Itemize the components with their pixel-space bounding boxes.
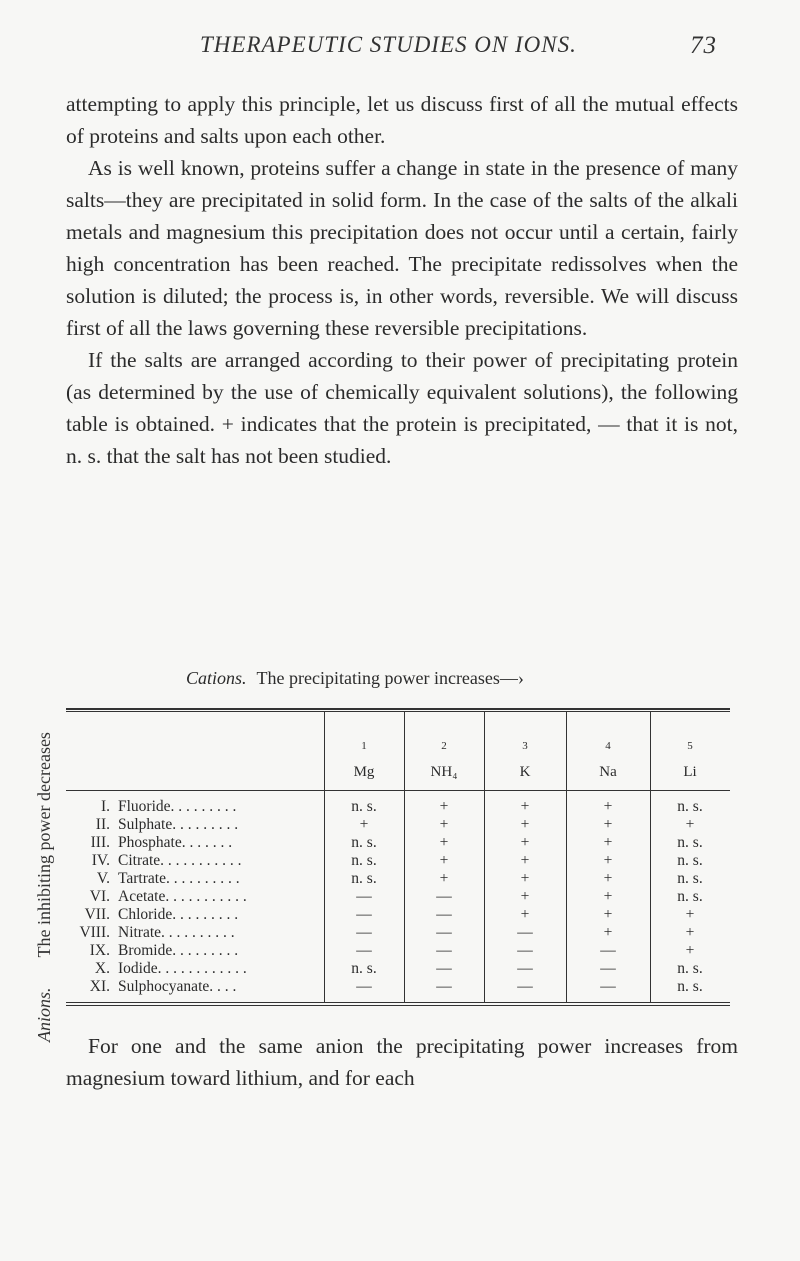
row-anion: Fluoride. . . . . . . . . [118,798,237,815]
cell-mg: — [356,978,372,995]
cell-na: + [603,888,613,905]
cell-mg: — [356,888,372,905]
cell-mg: — [356,942,372,959]
table-bottom-rule [66,1002,730,1003]
closing-paragraph: For one and the same anion the precipitating power increases from magnesium toward lithium, and for each [66,1034,738,1090]
cell-k: + [520,852,530,869]
paragraph-2: As is well known, proteins suffer a change in state in the presence of many salts—they are precipitated in solid form. In the case of the salts of the alkali metals and magnesium this precipitation does not occur until a certain, fairly high concentration has been reached. The precipitate redissolves when the solution is diluted; the process is, in other words, reversible. We will discuss first of all the laws governing these reversible precipitations. [66,156,738,340]
cell-na: + [603,798,613,815]
cell-na: — [600,942,616,959]
row-numeral: X. [94,960,110,977]
cell-na: — [600,978,616,995]
table-row [66,816,730,835]
cell-k: — [517,978,533,995]
cell-li: n. s. [677,852,703,869]
column-number: 4 [605,740,611,752]
side-label-anions: Anions. [34,987,54,1042]
cell-nh4: — [436,906,452,923]
table-top-rule [66,708,730,710]
table-top-rule-inner [66,711,730,712]
cell-mg: — [356,924,372,941]
side-label-text: The inhibiting power decreases [34,732,54,958]
cell-nh4: + [439,870,449,887]
cell-li: + [685,942,695,959]
precipitation-table [66,708,730,1008]
cell-mg: n. s. [351,834,377,851]
cell-na: + [603,906,613,923]
cell-na: + [603,870,613,887]
cell-k: + [520,870,530,887]
row-numeral: IV. [91,852,110,869]
cell-li: + [685,816,695,833]
caption-text: The precipitating power increases—› [256,668,524,688]
table-row [66,870,730,889]
cell-li: + [685,906,695,923]
cell-li: n. s. [677,798,703,815]
cell-nh4: + [439,816,449,833]
cell-mg: n. s. [351,852,377,869]
table-row [66,798,730,817]
body-text [66,88,738,472]
cell-nh4: + [439,798,449,815]
row-anion: Sulphate. . . . . . . . . [118,816,239,833]
column-ion-li: Li [683,764,697,780]
closing-text [66,1030,738,1094]
row-numeral: XI. [89,978,110,995]
table-row [66,942,730,961]
cell-nh4: — [436,942,452,959]
table-side-label [34,732,55,1042]
row-numeral: III. [90,834,110,851]
cell-mg: + [359,816,369,833]
running-head-title: THERAPEUTIC STUDIES ON IONS. [200,32,577,57]
row-numeral: VIII. [79,924,110,941]
table-row [66,888,730,907]
row-anion: Tartrate. . . . . . . . . . [118,870,240,887]
row-anion: Nitrate. . . . . . . . . . [118,924,235,941]
row-numeral: V. [96,870,110,887]
row-anion: Citrate. . . . . . . . . . . [118,852,242,869]
cell-k: + [520,888,530,905]
cell-na: + [603,852,613,869]
table-caption [186,668,524,689]
table-row [66,960,730,979]
cell-na: + [603,816,613,833]
cell-na: — [600,960,616,977]
column-number: 3 [522,740,528,752]
paragraph-3: If the salts are arranged according to their power of precipitating protein (as determined by the use of chemically equivalent solutions), the following table is obtained. + indicates that the protein is precipitated, — that it is not, n. s. that the salt has not been studied. [66,348,738,468]
cell-na: + [603,924,613,941]
cell-nh4: + [439,852,449,869]
row-numeral: IX. [89,942,110,959]
table-row [66,834,730,853]
page-number: 73 [690,32,717,59]
paragraph-1: attempting to apply this principle, let us discuss first of all the mutual effects of proteins and salts upon each other. [66,92,738,148]
cell-nh4: + [439,834,449,851]
cell-li: n. s. [677,888,703,905]
row-anion: Sulphocyanate. . . . [118,978,237,995]
table-row [66,924,730,943]
column-ion-mg: Mg [353,764,375,780]
column-number: 2 [441,740,447,752]
cell-nh4: — [436,960,452,977]
table-bottom-rule-inner [66,1005,730,1006]
cell-k: + [520,834,530,851]
running-head [0,26,800,62]
cell-na: + [603,834,613,851]
cell-k: + [520,906,530,923]
row-anion: Bromide. . . . . . . . . [118,942,239,959]
caption-cations: Cations. [186,668,247,688]
table-header-rule [66,790,730,791]
row-numeral: II. [95,816,110,833]
cell-li: n. s. [677,960,703,977]
column-number: 5 [687,740,693,752]
table-row [66,978,730,997]
row-numeral: VII. [84,906,110,923]
row-anion: Phosphate. . . . . . . [118,834,233,851]
cell-mg: — [356,906,372,923]
column-number: 1 [361,740,367,752]
cell-nh4: — [436,888,452,905]
cell-k: — [517,960,533,977]
row-numeral: VI. [89,888,110,905]
row-numeral: I. [100,798,110,815]
cell-k: + [520,816,530,833]
table-row [66,852,730,871]
table-row [66,906,730,925]
cell-li: n. s. [677,834,703,851]
row-anion: Chloride. . . . . . . . . [118,906,239,923]
cell-k: — [517,924,533,941]
cell-li: n. s. [677,870,703,887]
cell-mg: n. s. [351,960,377,977]
row-anion: Iodide. . . . . . . . . . . . [118,960,247,977]
cell-nh4: — [436,924,452,941]
row-anion: Acetate. . . . . . . . . . . [118,888,247,905]
cell-k: — [517,942,533,959]
cell-li: + [685,924,695,941]
column-ion-k: K [519,764,531,780]
cell-nh4: — [436,978,452,995]
cell-li: n. s. [677,978,703,995]
column-ion-nh4: NH₄ [430,764,458,780]
cell-k: + [520,798,530,815]
column-ion-na: Na [599,764,617,780]
cell-mg: n. s. [351,798,377,815]
cell-mg: n. s. [351,870,377,887]
